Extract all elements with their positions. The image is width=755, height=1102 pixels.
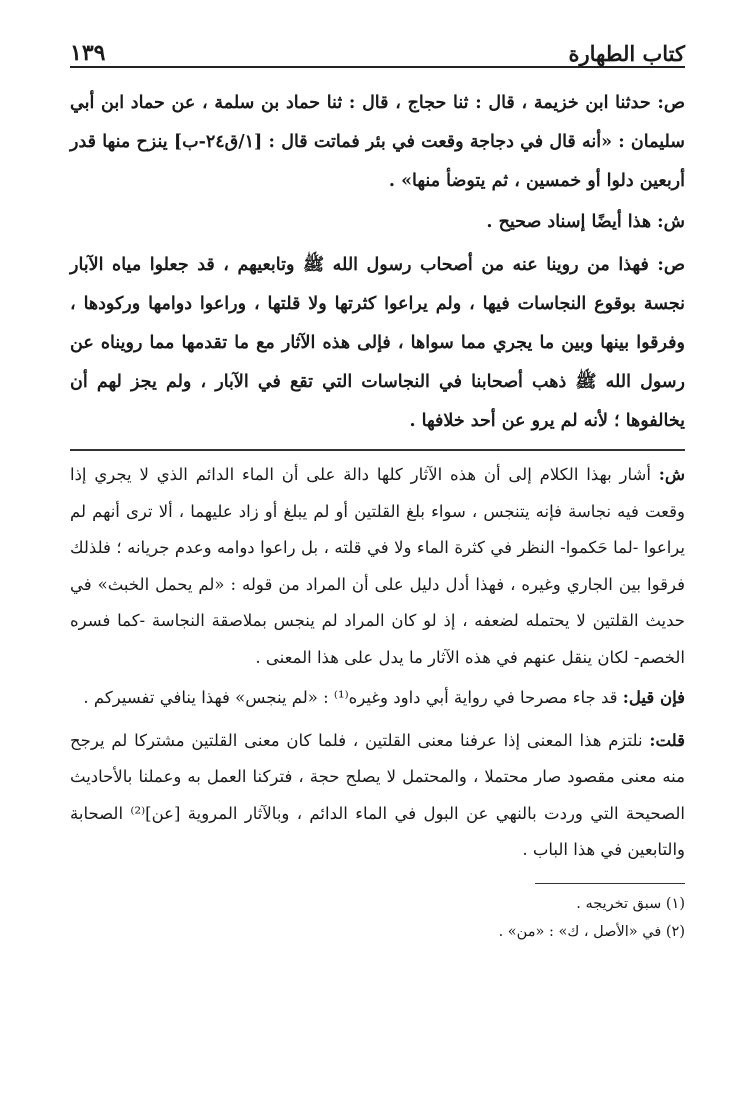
paragraph-text: فهذا من روينا عنه من أصحاب رسول الله ﷺ وتابعيهم ، قد جعلوا مياه الآبار نجسة بوقوع النجاسات فيها ، ولم يراعوا كثرتها ولا قلتها ، وراعوا دوامها وركودها ، وفرقوا بينها وبين ما يجري مما سواها ، فإلى هذه الآثار مع ما تقدمها مما رويناه عن رسول الله ﷺ ذهب أصحابنا في النجاسات التي تقع في الآبار ، ولم يجز لهم أن يخالفوها ؛ لأنه لم يرو عن أحد خلافها . (70, 255, 685, 431)
footnote: (١) سبق تخريجه . (576, 895, 685, 912)
section-divider (70, 449, 685, 451)
page-number: ١٣٩ (70, 40, 106, 66)
matn-paragraph (70, 246, 685, 441)
paragraph-marker: ص: (657, 255, 685, 275)
paragraph-text: أشار بهذا الكلام إلى أن هذه الآثار كلها دالة على أن الماء الدائم الذي لا يجري إذا وقعت فيه نجاسة فإنه يتنجس ، سواء بلغ القلتين أو لم يبلغ أو زاد عليهما ، ألا ترى أنهم لم يراعوا -لما حَكموا- النظر في كثرة الماء ولا في قلته ، بل راعوا دوامه وعدم جريانه ؛ فلذلك فرقوا بين الجاري وغيره ، فهذا أدل دليل على أن المراد من قوله : «لم يحمل الخبث» في حديث القلتين لا يحتمله لضعفه ، إذ لو كان المراد لم ينجس بملاصقة النجاسة -كما فسره الخصم- لكان ينقل عنهم في هذه الآثار ما يدل على هذا المعنى . (70, 465, 685, 667)
sharh-paragraph (70, 203, 685, 242)
page-header (70, 30, 685, 68)
book-page (70, 30, 685, 1070)
paragraph-marker: فإن قيل: (622, 688, 685, 707)
paragraph-text: هذا أيضًا إسناد صحيح . (486, 212, 652, 232)
sharh-paragraph (70, 457, 685, 676)
objection-paragraph (70, 680, 685, 717)
paragraph-marker: ص: (657, 93, 686, 113)
footnote-separator (535, 883, 685, 884)
matn-paragraph (70, 84, 685, 201)
paragraph-text: قد جاء مصرحا في رواية أبي داود وغيره⁽¹⁾ : «لم ينجس» فهذا ينافي تفسيركم . (83, 688, 618, 707)
footnotes (70, 890, 685, 946)
footnote: (٢) في «الأصل ، ك» : «من» . (498, 923, 685, 940)
paragraph-text: نلتزم هذا المعنى إذا عرفنا معنى القلتين ، فلما كان معنى القلتين مشتركا لم يرجح منه معنى مقصود صار محتملا ، والمحتمل لا يصلح حجة ، فتركنا العمل به وعملنا بالأحاديث الصحيحة التي وردت بالنهي عن البول في الماء الدائم ، وبالآثار المروية [عن]⁽²⁾ الصحابة والتابعين في هذا الباب . (70, 730, 685, 859)
paragraph-text: حدثنا ابن خزيمة ، قال : ثنا حجاج ، قال : ثنا حماد بن سلمة ، عن حماد ابن أبي سليمان : «أنه قال في دجاجة وقعت في بئر فماتت قال : [١/ق٢٤-ب] ينزح منها قدر أربعين دلوا أو خمسين ، ثم يتوضأ منها» . (70, 93, 685, 191)
reply-paragraph (70, 723, 685, 869)
paragraph-marker: قلت: (649, 730, 686, 750)
paragraph-marker: ش: (657, 212, 685, 232)
running-title: كتاب الطهارة (568, 41, 685, 66)
paragraph-marker: ش: (658, 465, 685, 484)
